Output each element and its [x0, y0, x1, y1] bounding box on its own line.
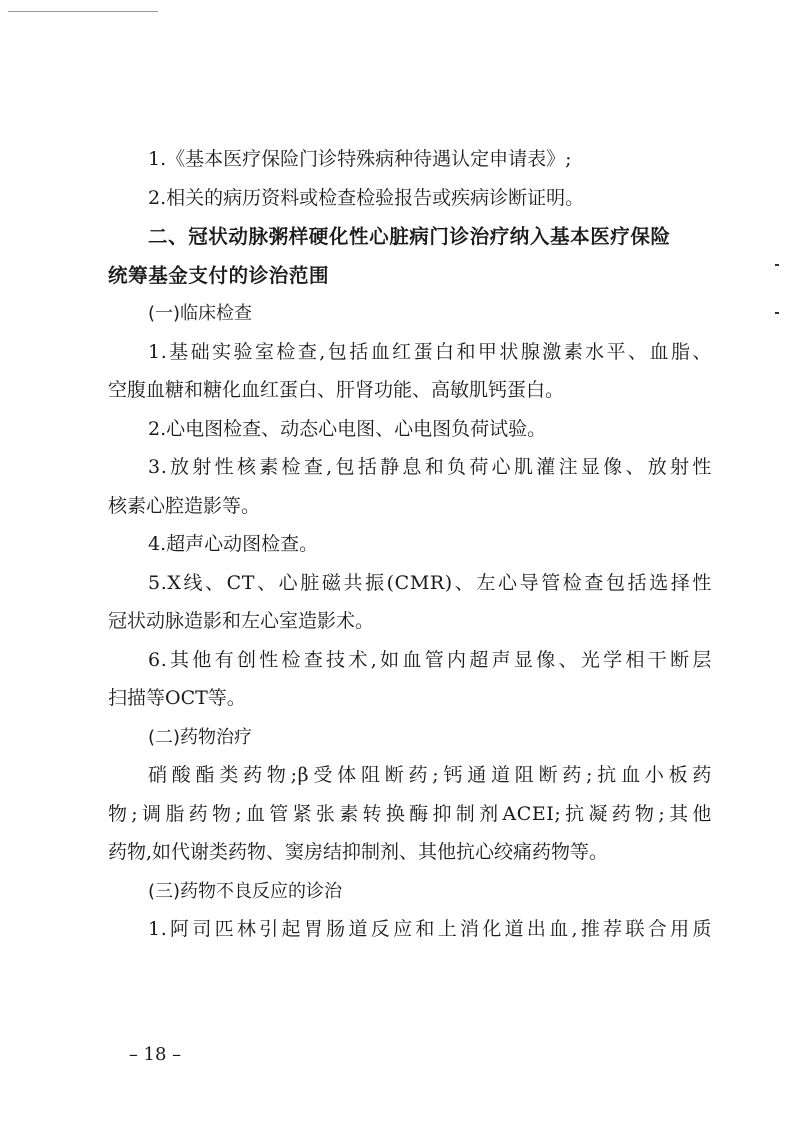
page-number: – 18 –: [128, 1044, 182, 1065]
text-line: 5.X线、CT、心脏磁共振(CMR)、左心导管检查包括选择性: [148, 571, 712, 594]
subsection-heading: (一)临床检查: [148, 303, 253, 324]
text-line: 4.超声心动图检查。: [148, 533, 319, 555]
text-line: 物;调脂药物;血管紧张素转换酶抑制剂ACEI;抗凝药物;其他: [108, 802, 712, 825]
text-line: 1.《基本医疗保险门诊特殊病种待遇认定申请表》;: [148, 148, 572, 170]
top-rule: [8, 11, 158, 12]
text-line: 1.阿司匹林引起胃肠道反应和上消化道出血,推荐联合用质: [148, 918, 712, 940]
text-line: 6.其他有创性检查技术,如血管内超声显像、光学相干断层: [148, 648, 712, 671]
text-line: 1.基础实验室检查,包括血红蛋白和甲状腺激素水平、血脂、: [148, 340, 712, 363]
subsection-heading: (三)药物不良反应的诊治: [148, 880, 343, 902]
scan-mark: [775, 264, 779, 266]
section-heading: 二、冠状动脉粥样硬化性心脏病门诊治疗纳入基本医疗保险: [148, 225, 671, 248]
document-body: [108, 148, 712, 957]
scan-mark: [775, 312, 779, 314]
text-line: 核素心腔造影等。: [108, 494, 261, 517]
text-line: 2.心电图检查、动态心电图、心电图负荷试验。: [148, 417, 547, 440]
text-line: 硝酸酯类药物;β受体阻断药;钙通道阻断药;抗血小板药: [148, 764, 712, 786]
section-heading: 统筹基金支付的诊治范围: [108, 263, 330, 287]
text-line: 扫描等OCT等。: [108, 687, 246, 709]
text-line: 空腹血糖和糖化血红蛋白、肝肾功能、高敏肌钙蛋白。: [108, 379, 565, 401]
text-line: 2.相关的病历资料或检查检验报告或疾病诊断证明。: [148, 186, 585, 209]
subsection-heading: (二)药物治疗: [148, 726, 253, 748]
text-line: 3.放射性核素检查,包括静息和负荷心肌灌注显像、放射性: [148, 456, 712, 478]
text-line: 药物,如代谢类药物、窦房结抑制剂、其他抗心绞痛药物等。: [108, 841, 609, 863]
text-line: 冠状动脉造影和左心室造影术。: [108, 610, 375, 632]
